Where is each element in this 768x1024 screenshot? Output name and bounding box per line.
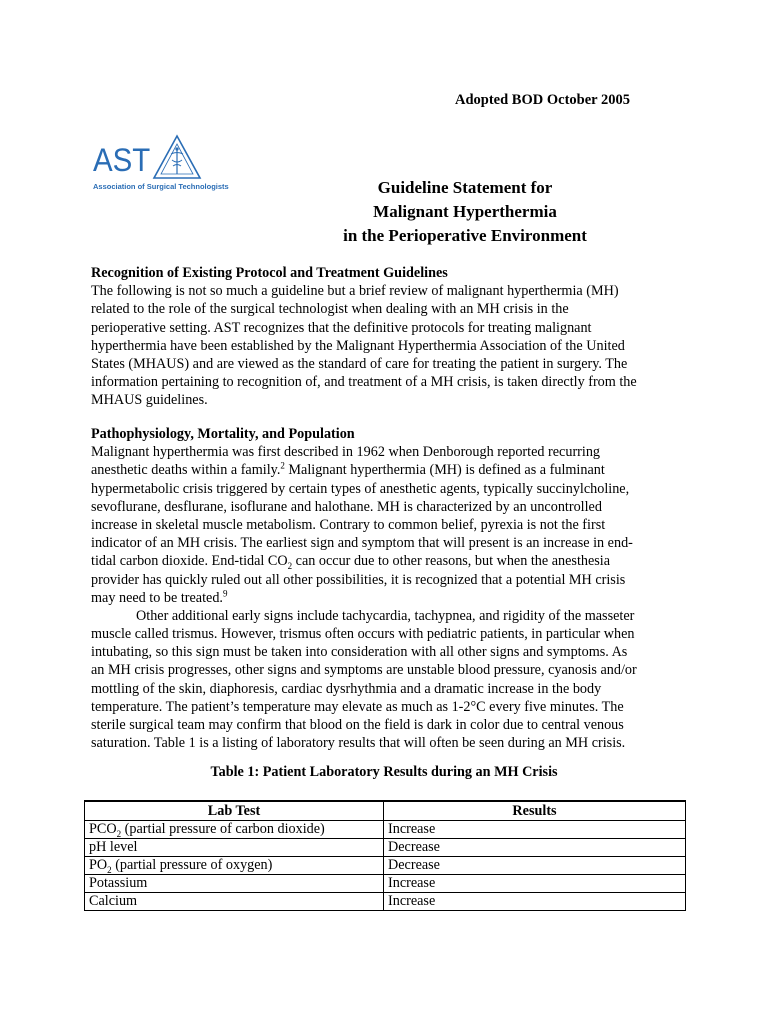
paragraph-line: hypermetabolic crisis triggered by certain types of anesthetic agents, typically succinylcholine, xyxy=(91,480,630,497)
paragraph-line: mottling of the skin, diaphoresis, cardiac dysrhythmia and a dramatic increase in the body xyxy=(91,680,602,697)
paragraph-line: Other additional early signs include tachycardia, tachypnea, and rigidity of the masseter xyxy=(136,607,635,624)
lab-results-table xyxy=(84,800,686,911)
result-cell: Decrease xyxy=(384,839,686,857)
paragraph-line: intubating, so this sign must be taken into consideration with all other signs and symptoms. As xyxy=(91,644,628,661)
paragraph-line: hyperthermia have been established by the Malignant Hyperthermia Association of the United xyxy=(91,337,625,354)
citation-superscript: 9 xyxy=(222,587,228,598)
paragraph-line: related to the role of the surgical technologist when dealing with an MH crisis in the xyxy=(91,301,569,318)
column-header-lab-test: Lab Test xyxy=(85,801,384,821)
paragraph-line: Malignant hyperthermia was first described in 1962 when Denborough reported recurring xyxy=(91,444,601,461)
table-row xyxy=(85,821,686,839)
column-header-results: Results xyxy=(384,801,686,821)
section-pathophysiology xyxy=(91,425,681,752)
lab-test-cell: Calcium xyxy=(85,893,384,911)
section-heading: Recognition of Existing Protocol and Treatment Guidelines xyxy=(91,265,448,281)
caduceus-triangle-icon xyxy=(152,134,202,180)
paragraph-line: muscle called trismus. However, trismus often occurs with pediatric patients, in particular when xyxy=(91,626,635,643)
paragraph-line: provider has quickly ruled out all other possibilities, it is recognized that a potential MH crisis xyxy=(91,571,626,588)
paragraph-line: saturation. Table 1 is a listing of laboratory results that will often be seen during an MH crisis. xyxy=(91,735,626,752)
table-header-row xyxy=(85,801,686,821)
result-cell: Increase xyxy=(384,893,686,911)
table-caption: Table 1: Patient Laboratory Results during an MH Crisis xyxy=(210,764,558,780)
logo-subtitle: Association of Surgical Technologists xyxy=(93,182,229,191)
table-row xyxy=(85,893,686,911)
paragraph-line: The following is not so much a guideline but a brief review of malignant hyperthermia (MH) xyxy=(91,283,619,300)
citation-superscript: 2 xyxy=(280,460,285,471)
paragraph-line: sevoflurane, desflurane, isoflurane and halothane. MH is characterized by an uncontrolled xyxy=(91,498,602,515)
paragraph-line: increase in skeletal muscle metabolism. Contrary to common belief, pyrexia is not the first xyxy=(91,516,606,533)
paragraph-line: anesthetic deaths within a family.$^2$ Malignant hyperthermia (MH) is defined as a fulminant xyxy=(91,460,605,479)
paragraph-line: States (MHAUS) and are viewed as the standard of care for treating the patient in surgery. The xyxy=(91,355,628,372)
subscript: 2 xyxy=(287,561,293,572)
adopted-date: Adopted BOD October 2005 xyxy=(455,92,630,108)
section-heading: Pathophysiology, Mortality, and Population xyxy=(91,426,355,442)
paragraph-line: indicator of an MH crisis. The earliest sign and symptom that will present is an increase in end- xyxy=(91,535,633,552)
lab-test-cell: Potassium xyxy=(85,875,384,893)
result-cell: Increase xyxy=(384,875,686,893)
paragraph-line: MHAUS guidelines. xyxy=(91,392,208,409)
table-row xyxy=(85,875,686,893)
paragraph-line: an MH crisis progresses, other signs and symptoms are unstable blood pressure, cyanosis and/or xyxy=(91,662,637,679)
logo-text: AST xyxy=(93,142,151,178)
paragraph-line: tidal carbon dioxide. End-tidal $CO_2$ can occur due to other reasons, but when the anesthesia xyxy=(91,553,611,572)
lab-test-cell: $PO_2$ (partial pressure of oxygen) xyxy=(85,857,384,875)
table-row xyxy=(85,839,686,857)
paragraph-line: sterile surgical team may confirm that blood on the field is dark in color due to central venous xyxy=(91,717,624,733)
lab-test-cell: pH level xyxy=(85,839,384,857)
result-cell: Decrease xyxy=(384,857,686,875)
section-recognition xyxy=(91,264,681,410)
paragraph-line: information pertaining to recognition of, and treatment of a MH crisis, is taken directly from the xyxy=(91,374,637,391)
title-line-1: Guideline Statement for xyxy=(377,178,553,197)
table-row xyxy=(85,857,686,875)
paragraph-line: temperature. The patient’s temperature may elevate as much as 1-2°C every five minutes. The xyxy=(91,698,624,715)
paragraph-line: may need to be treated.$^9$ xyxy=(91,587,228,606)
title-line-2: Malignant Hyperthermia xyxy=(373,202,557,221)
paragraph-line: perioperative setting. AST recognizes that the definitive protocols for treating malignant xyxy=(91,319,592,336)
result-cell: Increase xyxy=(384,821,686,839)
lab-test-cell: $PCO_2$ (partial pressure of carbon dioxide) xyxy=(85,821,384,839)
title-line-3: in the Perioperative Environment xyxy=(343,226,587,245)
document-title xyxy=(0,176,768,248)
